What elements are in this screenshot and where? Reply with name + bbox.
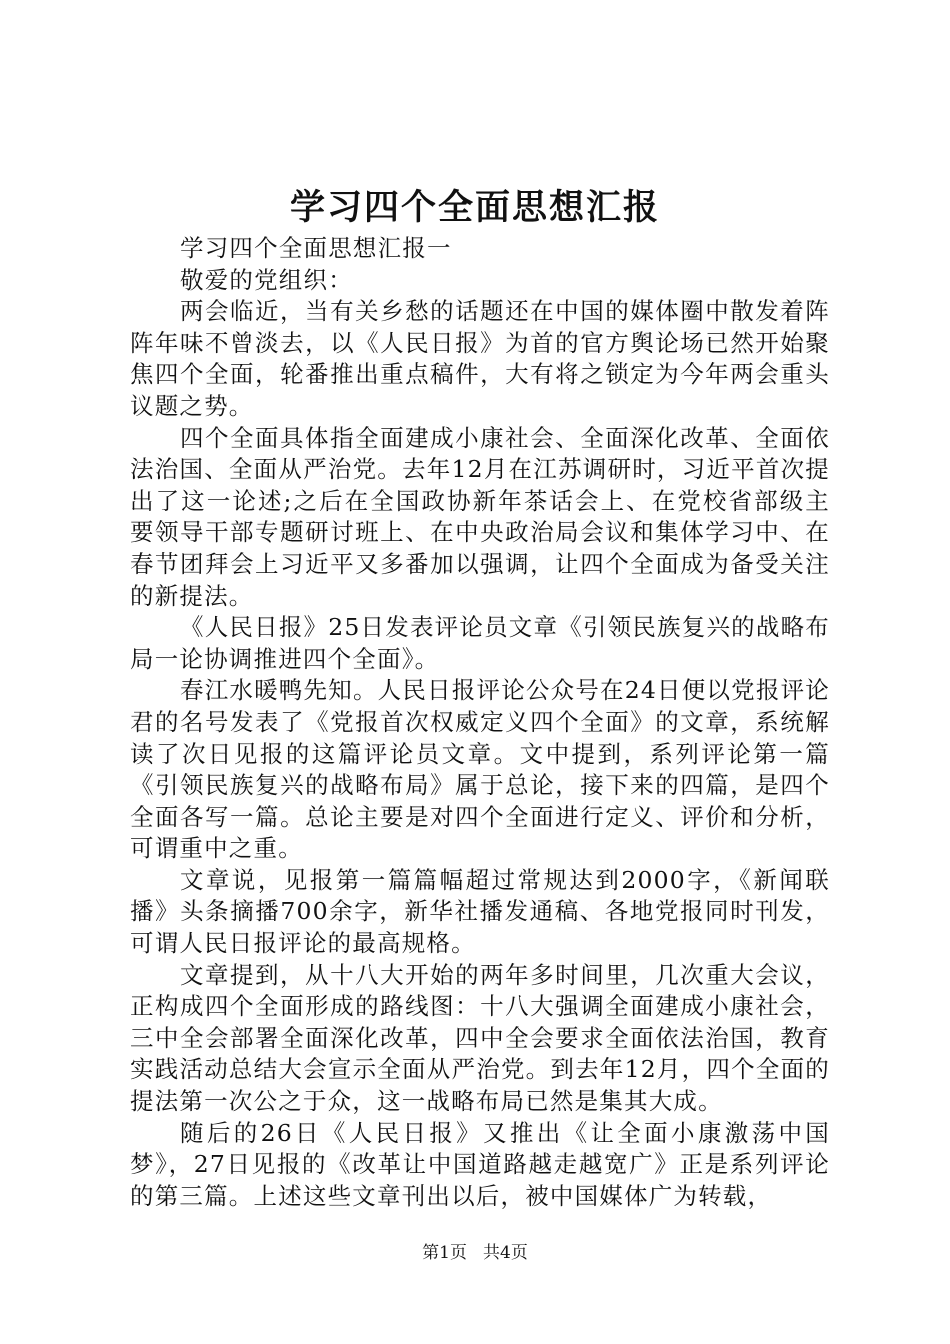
paragraph-salutation: 敬爱的党组织：: [180, 265, 353, 294]
page-number: 第1页: [422, 1243, 467, 1263]
paragraph: 两会临近，当有关乡愁的话题还在中国的媒体圈中散发着阵阵年味不曾淡去，以《人民日报》为首的官方舆论场已然开始聚焦四个全面，轮番推出重点稿件，大有将之锁定为今年两会重头议题之势。: [130, 297, 830, 420]
paragraph: 文章提到，从十八大开始的两年多时间里，几次重大会议，正构成四个全面形成的路线图：十八大强调全面建成小康社会，三中全会部署全面深化改革，四中全会要求全面依法治国，教育实践活动总结大会宣示全面从严治党。到去年12月，四个全面的提法第一次公之于众，这一战略布局已然是集其大成。: [130, 960, 830, 1116]
page-total: 共4页: [483, 1243, 528, 1263]
paragraph: 春江水暖鸭先知。人民日报评论公众号在24日便以党报评论君的名号发表了《党报首次权威定义四个全面》的文章，系统解读了次日见报的这篇评论员文章。文中提到，系列评论第一篇《引领民族复兴的战略布局》属于总论，接下来的四篇，是四个全面各写一篇。总论主要是对四个全面进行定义、评价和分析，可谓重中之重。: [130, 676, 830, 863]
paragraph: 《人民日报》25日发表评论员文章《引领民族复兴的战略布局一论协调推进四个全面》。: [130, 613, 830, 673]
paragraph: 四个全面具体指全面建成小康社会、全面深化改革、全面依法治国、全面从严治党。去年12月在江苏调研时，习近平首次提出了这一论述;之后在全国政协新年茶话会上、在党校省部级主要领导干部专题研讨班上、在中央政治局会议和集体学习中、在春节团拜会上习近平又多番加以强调，让四个全面成为备受关注的新提法。: [130, 423, 830, 610]
document-title: 学习四个全面思想汇报: [289, 187, 660, 228]
document-body: [130, 233, 830, 1212]
page-footer: [0, 1241, 950, 1265]
paragraph-subtitle: 学习四个全面思想汇报一: [180, 234, 452, 262]
paragraph: 随后的26日《人民日报》又推出《让全面小康激荡中国梦》，27日见报的《改革让中国道路越走越宽广》正是系列评论的第三篇。上述这些文章刊出以后，被中国媒体广为转载，: [130, 1118, 830, 1210]
paragraph: 文章说，见报第一篇篇幅超过常规达到2000字，《新闻联播》头条摘播700余字，新华社播发通稿、各地党报同时刊发，可谓人民日报评论的最高规格。: [130, 865, 830, 958]
